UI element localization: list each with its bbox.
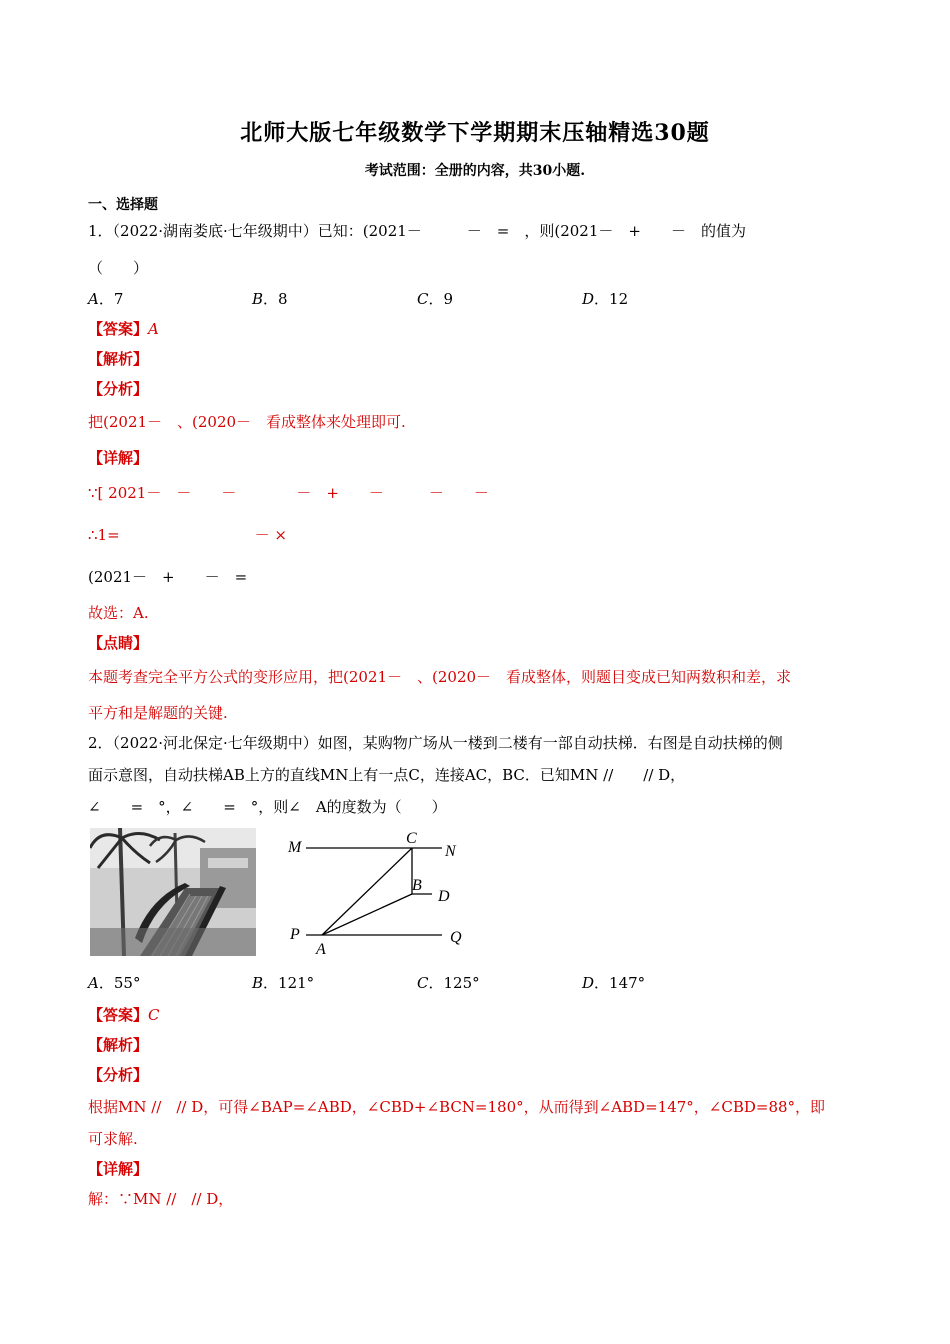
q2-stem-line1: 2．（2022·河北保定·七年级期中）如图，某购物广场从一楼到二楼有一部自动扶梯．右图是自动扶梯的侧	[88, 734, 783, 752]
escalator-diagram	[282, 828, 472, 958]
q1-fenxi-tag: 【分析】	[88, 380, 149, 398]
label-p: P	[290, 926, 300, 943]
q2-answer: 【答案】C	[88, 1006, 160, 1024]
q1-option-b: B．8	[252, 290, 288, 308]
label-d: D	[438, 888, 450, 905]
q2-detail-line1: 解：∵MN // // D，	[88, 1190, 234, 1208]
q1-option-d: D．12	[582, 290, 629, 308]
q1-comment-tag: 【点睛】	[88, 634, 149, 652]
q2-option-b: B．121°	[252, 974, 315, 992]
q1-step3: (2021－ + － =	[88, 568, 248, 586]
q1-comment-line1: 本题考查完全平方公式的变形应用，把(2021－ 、(2020－ 看成整体，则题目变成已知两数积和差，求	[88, 668, 792, 686]
q2-fenxi-tag: 【分析】	[88, 1066, 149, 1084]
q1-step1: ∵[ 2021－ － － － + － － －	[88, 484, 489, 502]
q2-stem-line2: 面示意图，自动扶梯AB上方的直线MN上有一点C，连接AC，BC．已知MN // // D，	[88, 766, 686, 784]
q1-detail-tag: 【详解】	[88, 449, 149, 467]
q1-fenxi: 把(2021－ 、(2020－ 看成整体来处理即可.	[88, 413, 406, 431]
q1-comment-line2: 平方和是解题的关键.	[88, 704, 228, 722]
q2-analysis-tag: 【解析】	[88, 1036, 149, 1054]
q1-analysis-tag: 【解析】	[88, 350, 149, 368]
label-m: M	[288, 839, 302, 856]
segment-ca	[322, 848, 412, 935]
q1-option-a: A．7	[88, 290, 124, 308]
q1-answer: 【答案】A	[88, 320, 159, 338]
q2-detail-tag: 【详解】	[88, 1160, 149, 1178]
segment-ba	[322, 894, 412, 935]
page-title: 北师大版七年级数学下学期期末压轴精选30题	[240, 120, 710, 146]
q1-step2: ∴1= － ×	[88, 526, 287, 544]
escalator-photo	[90, 828, 256, 956]
q2-option-c: C．125°	[417, 974, 480, 992]
section-heading: 一、选择题	[88, 197, 158, 213]
q2-stem-line3: ∠ = °，∠ = °，则∠ A的度数为（ ）	[88, 798, 447, 816]
label-c: C	[406, 830, 417, 847]
exam-scope: 考试范围：全册的内容，共30小题.	[364, 163, 586, 179]
q2-option-d: D．147°	[582, 974, 646, 992]
q1-stem: 1．（2022·湖南娄底·七年级期中）已知：(2021－ － = ，则(2021－ + － 的值为	[88, 222, 746, 240]
q1-option-c: C．9	[417, 290, 454, 308]
q2-option-a: A．55°	[88, 974, 141, 992]
label-a: A	[316, 941, 326, 958]
label-q: Q	[450, 929, 462, 946]
q1-conclusion: 故选：A.	[88, 604, 149, 622]
label-b: B	[412, 877, 422, 894]
q2-fenxi-line2: 可求解.	[88, 1130, 138, 1148]
label-n: N	[445, 843, 456, 860]
q1-paren: （ ）	[88, 259, 149, 277]
q2-fenxi-line1: 根据MN // // D，可得∠BAP=∠ABD，∠CBD+∠BCN=180°，从而得到∠ABD=147°，∠CBD=88°，即	[88, 1098, 826, 1116]
